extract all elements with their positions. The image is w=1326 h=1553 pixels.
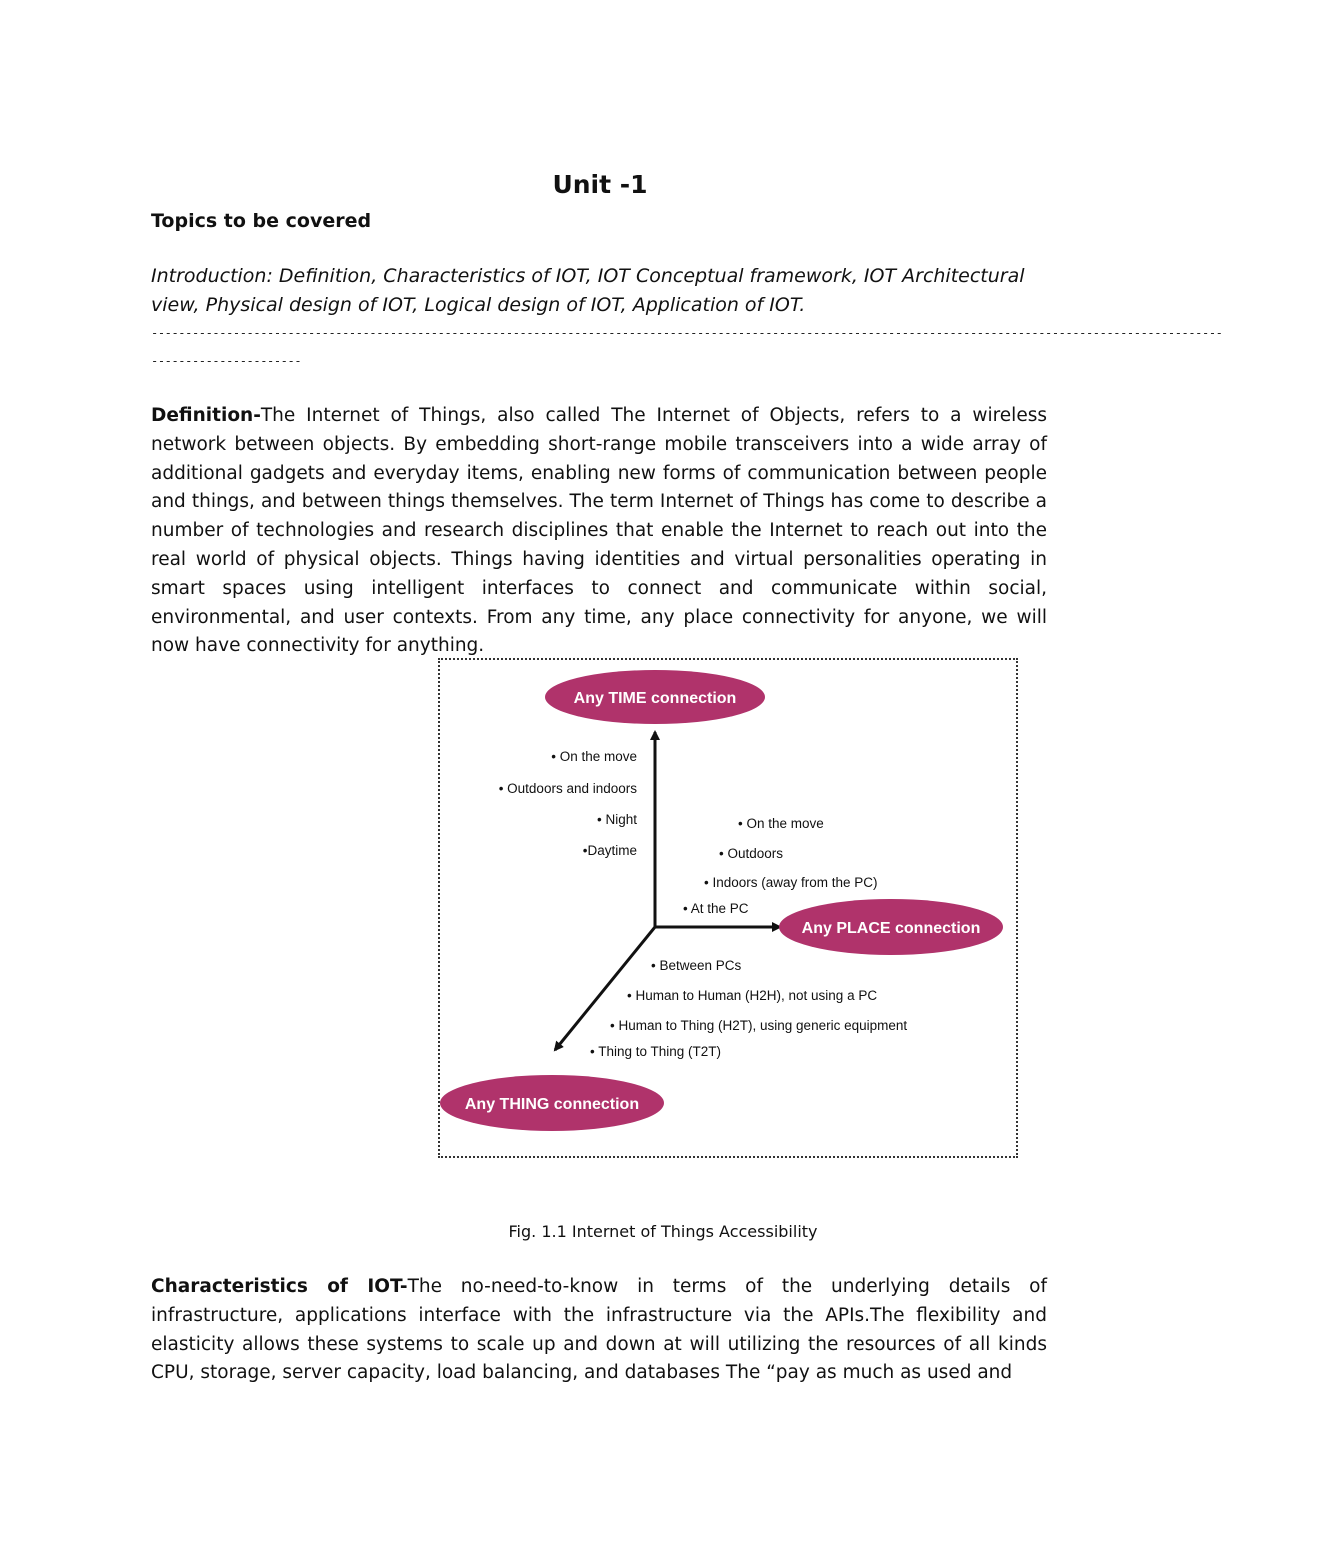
- figure-diagram: [440, 660, 1016, 1156]
- characteristics-text: The no-need-to-know in terms of the underlying details of infrastructure, applications interface with the infrastructure via the APIs.The flexibility and elasticity allows these systems to scale up and down at will utilizing the resources of all kinds CPU, storage, server capacity, load balancing, and databases The “pay as much as used and: [151, 1276, 1047, 1384]
- time-item: • On the move: [551, 749, 637, 764]
- time-item: •Daytime: [582, 843, 637, 858]
- characteristics-label: Characteristics of IOT-: [151, 1276, 408, 1297]
- separator-line: -------------------------------------------------------------------------------------------------------------------------------------------------------------: [151, 326, 1223, 340]
- characteristics-paragraph: [151, 1273, 1047, 1388]
- definition-paragraph: [151, 402, 1047, 661]
- place-item: • At the PC: [683, 901, 749, 916]
- iot-accessibility-figure: [438, 658, 1018, 1158]
- topics-list: Introduction: Definition, Characteristics of IOT, IOT Conceptual framework, IOT Architectural view, Physical design of IOT, Logical design of IOT, Application of IOT.: [151, 265, 1025, 316]
- place-item: • On the move: [738, 816, 824, 831]
- time-item: • Night: [597, 812, 637, 827]
- place-item: • Outdoors: [719, 846, 784, 861]
- thing-item: • Human to Human (H2H), not using a PC: [627, 988, 878, 1003]
- thing-connection-label: Any THING connection: [464, 1096, 640, 1113]
- thing-item: • Thing to Thing (T2T): [590, 1044, 722, 1059]
- time-item: • Outdoors and indoors: [498, 781, 637, 796]
- definition-label: Definition-: [151, 405, 261, 426]
- thing-item: • Human to Thing (H2T), using generic equipment: [610, 1018, 908, 1033]
- place-item: • Indoors (away from the PC): [704, 875, 878, 890]
- page-title: Unit -1: [552, 170, 648, 199]
- place-connection-label: Any PLACE connection: [801, 920, 981, 937]
- separator-line: ----------------------: [151, 354, 302, 368]
- definition-text: The Internet of Things, also called The Internet of Objects, refers to a wireless network between objects. By embedding short-range mobile transceivers into a wide array of additional gadgets and everyday items, enabling new forms of communication between people and things, and between things themselves. The term Internet of Things has come to describe a number of technologies and research disciplines that enable the Internet to reach out into the real world of physical objects. Things having identities and virtual personalities operating in smart spaces using intelligent interfaces to connect and communicate within social, environmental, and user contexts. From any time, any place connectivity for anyone, we will now have connectivity for anything.: [151, 405, 1047, 657]
- thing-item: • Between PCs: [651, 958, 742, 973]
- topics-heading: Topics to be covered: [151, 210, 372, 232]
- time-connection-label: Any TIME connection: [573, 690, 737, 707]
- figure-caption: Fig. 1.1 Internet of Things Accessibility: [508, 1222, 818, 1241]
